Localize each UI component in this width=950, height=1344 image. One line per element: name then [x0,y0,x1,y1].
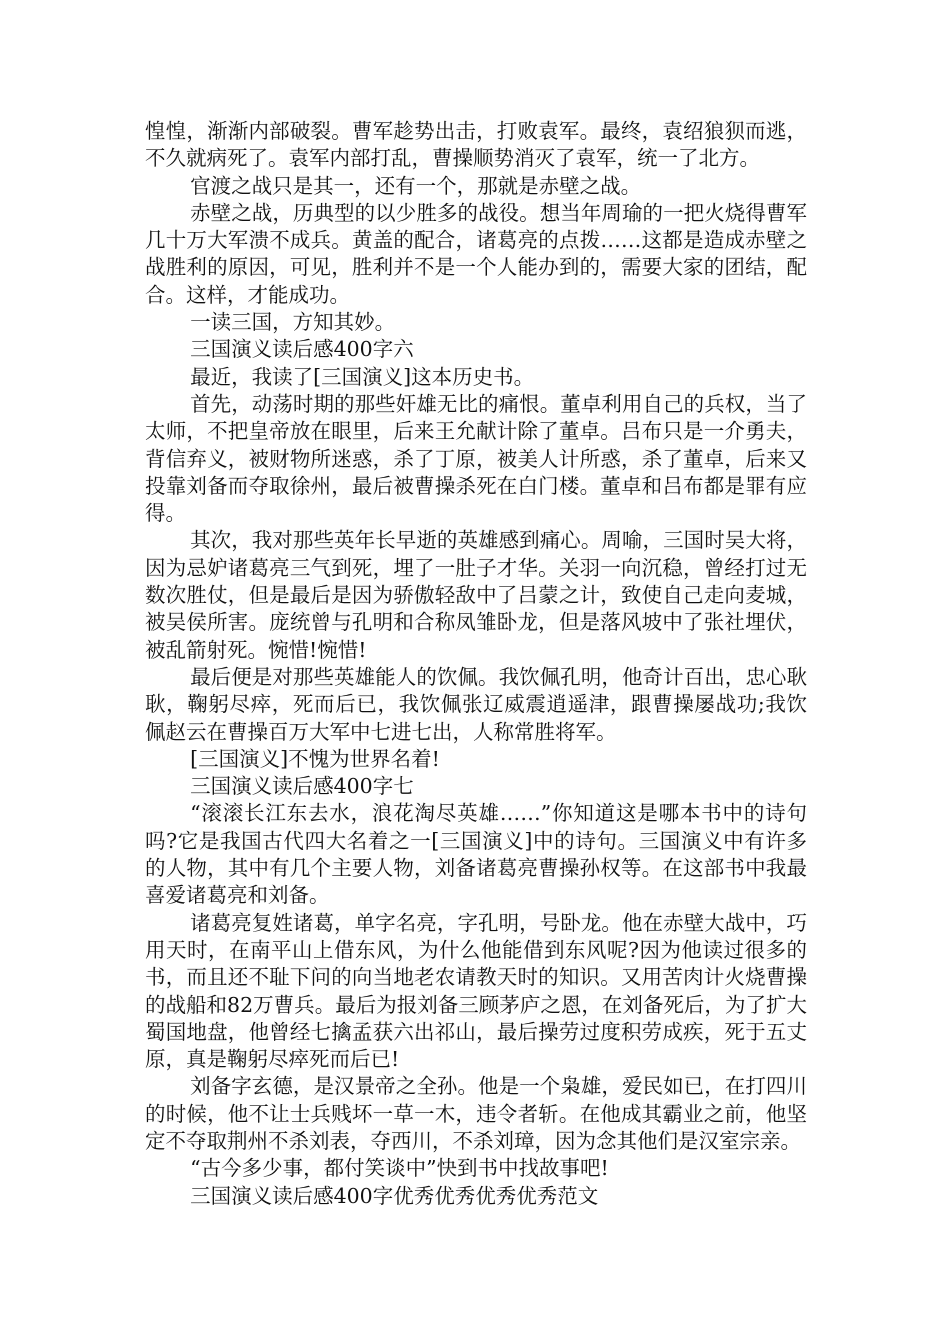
paragraph: 一读三国，方知其妙。 [190,310,396,335]
paragraph: 最近，我读了[三国演义]这本历史书。 [190,364,535,389]
paragraph: 赤壁之战，历典型的以少胜多的战役。想当年周瑜的一把火烧得曹军几十万大军溃不成兵。黄盖的配合，诸葛亮的点拨……这都是造成赤壁之战胜利的原因，可见，胜利并不是一个人能办到的，需要大家的团结，配合。这样，才能成功。 [145,200,807,307]
document-page [145,118,807,1210]
paragraph: 其次，我对那些英年长早逝的英雄感到痛心。周喻，三国时吴大将，因为忌妒诸葛亮三气到死，埋了一肚子才华。关羽一向沉稳，曾经打过无数次胜仗，但是最后是因为骄傲轻敌中了吕蒙之计，致使自己走向麦城，被吴侯所害。庞统曾与孔明和合称凤雏卧龙，但是落风坡中了张社埋伏，被乱箭射死。惋惜!惋惜! [145,528,807,662]
paragraph: 最后便是对那些英雄能人的饮佩。我饮佩孔明，他奇计百出，忠心耿耿，鞠躬尽瘁，死而后已，我饮佩张辽威震逍遥津，跟曹操屡战功;我饮佩赵云在曹操百万大军中七进七出，人称常胜将军。 [145,664,807,744]
section-heading: 三国演义读后感400字七 [190,774,414,799]
section-heading: 三国演义读后感400字六 [190,337,414,362]
section-heading: 三国演义读后感400字优秀优秀优秀优秀范文 [190,1183,599,1208]
paragraph: 官渡之战只是其一，还有一个，那就是赤壁之战。 [190,173,642,198]
paragraph: “古今多少事，都付笑谈中”快到书中找故事吧! [190,1156,609,1181]
paragraph: 惶惶，渐渐内部破裂。曹军趁势出击，打败袁军。最终，袁绍狼狈而逃，不久就病死了。袁军内部打乱，曹操顺势消灭了袁军，统一了北方。 [145,119,807,171]
paragraph: 首先，动荡时期的那些奸雄无比的痛恨。董卓利用自己的兵权，当了太师，不把皇帝放在眼里，后来王允献计除了董卓。吕布只是一介勇夫，背信弃义，被财物所迷惑，杀了丁原，被美人计所惑，杀了董卓，后来又投靠刘备而夺取徐州，最后被曹操杀死在白门楼。董卓和吕布都是罪有应得。 [145,391,807,526]
paragraph: 刘备字玄德，是汉景帝之全孙。他是一个枭雄，爱民如已，在打四川的时候，他不让士兵贱坏一草一木，违令者斩。在他成其霸业之前，他坚定不夺取荆州不杀刘表，夺西川，不杀刘璋，因为念其他们是汉室宗亲。 [145,1074,807,1153]
paragraph: “滚滚长江东去水，浪花淘尽英雄……”你知道这是哪本书中的诗句吗?它是我国古代四大名着之一[三国演义]中的诗句。三国演义中有许多的人物，其中有几个主要人物，刘备诸葛亮曹操孙权等。在这部书中我最喜爱诸葛亮和刘备。 [145,801,807,908]
paragraph: [三国演义]不愧为世界名着! [190,746,440,771]
paragraph: 诸葛亮复姓诸葛，单字名亮，字孔明，号卧龙。他在赤壁大战中，巧用天时，在南平山上借东风，为什么他能借到东风呢?因为他读过很多的书，而且还不耻下问的向当地老农请教天时的知识。又用苦肉计火烧曹操的战船和82万曹兵。最后为报刘备三顾茅庐之恩，在刘备死后，为了扩大蜀国地盘，他曾经七擒孟获六出祁山，最后操劳过度积劳成疾，死于五丈原，真是鞠躬尽瘁死而后已! [145,910,807,1072]
